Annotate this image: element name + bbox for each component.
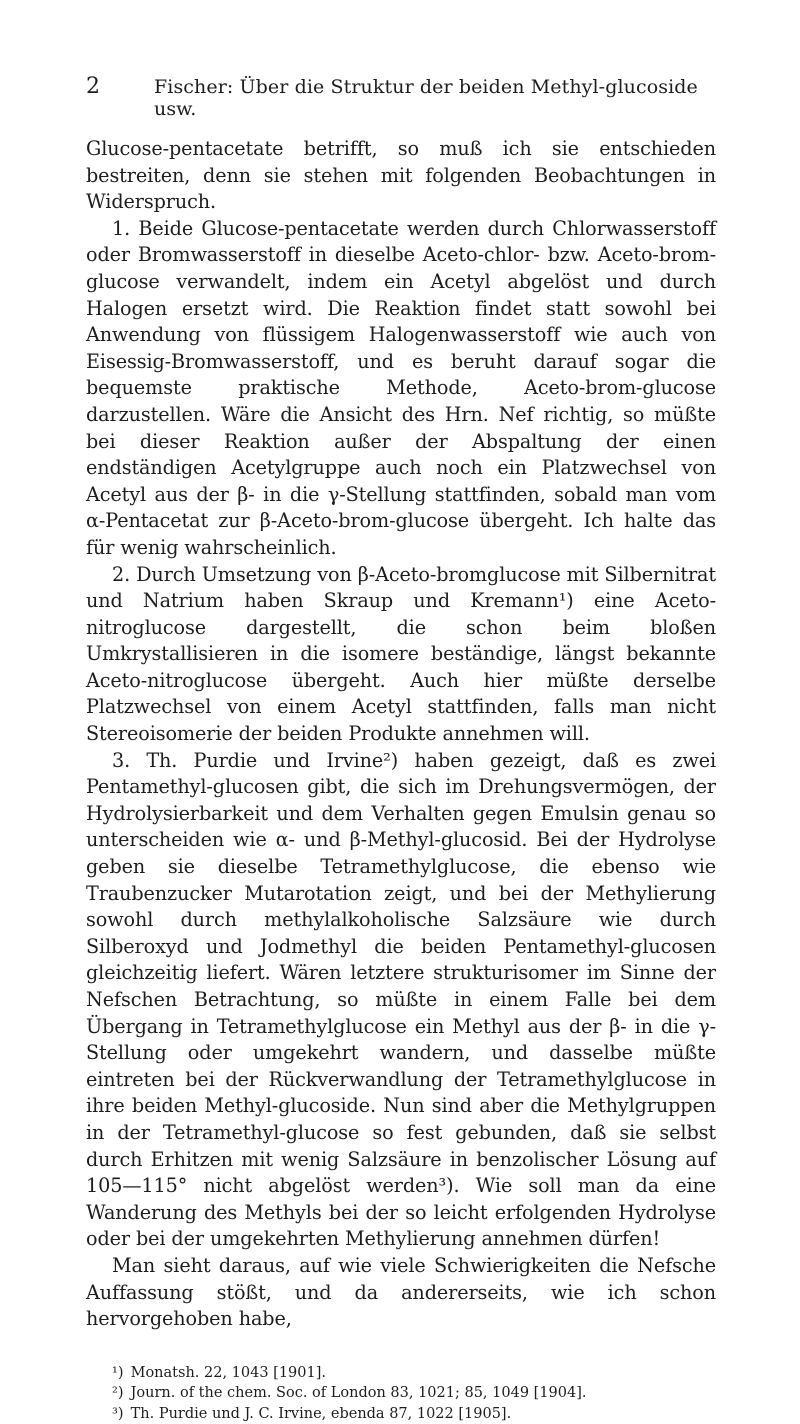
- paragraph-conclusion: Man sieht daraus, auf wie viele Schwierigkeiten die Nefsche Auffassung stößt, und da andererseits, wie ich schon hervorgehoben habe,: [86, 1253, 716, 1331]
- running-header: [86, 74, 716, 120]
- footnote-text: Th. Purdie und J. C. Irvine, ebenda 87, 1022 [1905].: [130, 1405, 512, 1422]
- page: [86, 74, 716, 1424]
- body-text: [86, 136, 716, 1333]
- footnote-marker: ³): [112, 1405, 124, 1422]
- paragraph-point-1: 1. Beide Glucose-pentacetate werden durch Chlorwasserstoff oder Bromwasserstoff in dieselbe Aceto-chlor- bzw. Aceto-brom-glucose verwandelt, indem ein Acetyl abgelöst und durch Halogen ersetzt wird. Die Reaktion findet statt sowohl bei Anwendung von flüssigem Halogenwasserstoff wie auch von Eisessig-Bromwasserstoff, und es beruht darauf sogar die bequemste praktische Methode, Aceto-brom-glucose darzustellen. Wäre die Ansicht des Hrn. Nef richtig, so müßte bei dieser Reaktion außer der Abspaltung der einen endständigen Acetylgruppe auch noch ein Platzwechsel von Acetyl aus der β- in die γ-Stellung stattfinden, sobald man vom α-Pentacetat zur β-Aceto-brom-glucose übergeht. Ich halte das für wenig wahrscheinlich.: [86, 216, 716, 559]
- footnotes: [86, 1363, 716, 1424]
- paragraph-continuation: Glucose-pentacetate betrifft, so muß ich sie entschieden bestreiten, denn sie stehen mit folgenden Beobachtungen in Widerspruch.: [86, 137, 716, 214]
- paragraph-point-2: 2. Durch Umsetzung von β-Aceto-bromglucose mit Silbernitrat und Natrium haben Skraup und Kremann¹) eine Aceto-nitroglucose dargestellt, die schon beim bloßen Umkrystallisieren in die isomere beständige, längst bekannte Aceto-nitroglucose übergeht. Auch hier müßte derselbe Platzwechsel von einem Acetyl stattfinden, falls man nicht Stereoisomerie der beiden Produkte annehmen will.: [86, 562, 716, 746]
- footnote-3: [86, 1404, 716, 1424]
- footnote-marker: ²): [112, 1385, 124, 1402]
- paragraph-point-3: 3. Th. Purdie und Irvine²) haben gezeigt, daß es zwei Pentamethyl-glucosen gibt, die sich im Drehungsvermögen, der Hydrolysierbarkeit und dem Verhalten gegen Emulsin genau so unterscheiden wie α- und β-Methyl-glucosid. Bei der Hydrolyse geben sie dieselbe Tetramethylglucose, die ebenso wie Traubenzucker Mutarotation zeigt, und bei der Methylierung sowohl durch methylalkoholische Salzsäure wie durch Silberoxyd und Jodmethyl die beiden Pentamethyl-glucosen gleichzeitig liefert. Wären letztere strukturisomer im Sinne der Nefschen Betrachtung, so müßte in einem Falle bei dem Übergang in Tetramethylglucose ein Methyl aus der β- in die γ-Stellung oder umgekehrt wandern, und dasselbe müßte eintreten bei der Rückverwandlung der Tetramethylglucose in ihre beiden Methyl-glucoside. Nun sind aber die Methylgruppen in der Tetramethyl-glucose so fest gebunden, daß sie selbst durch Erhitzen mit wenig Salzsäure in benzolischer Lösung auf 105—115° nicht abgelöst werden³). Wie soll man da eine Wanderung des Methyls bei der so leicht erfolgenden Hydrolyse oder bei der umgekehrten Methylierung annehmen dürfen!: [86, 748, 716, 1251]
- footnote-1: [86, 1363, 716, 1384]
- footnote-text: Monatsh. 22, 1043 [1901].: [130, 1364, 326, 1381]
- page-number: 2: [86, 74, 101, 99]
- running-title: Fischer: Über die Struktur der beiden Methyl-glucoside usw.: [154, 76, 698, 120]
- footnote-2: [86, 1383, 716, 1404]
- footnote-marker: ¹): [112, 1364, 124, 1381]
- footnote-text: Journ. of the chem. Soc. of London 83, 1021; 85, 1049 [1904].: [130, 1385, 587, 1402]
